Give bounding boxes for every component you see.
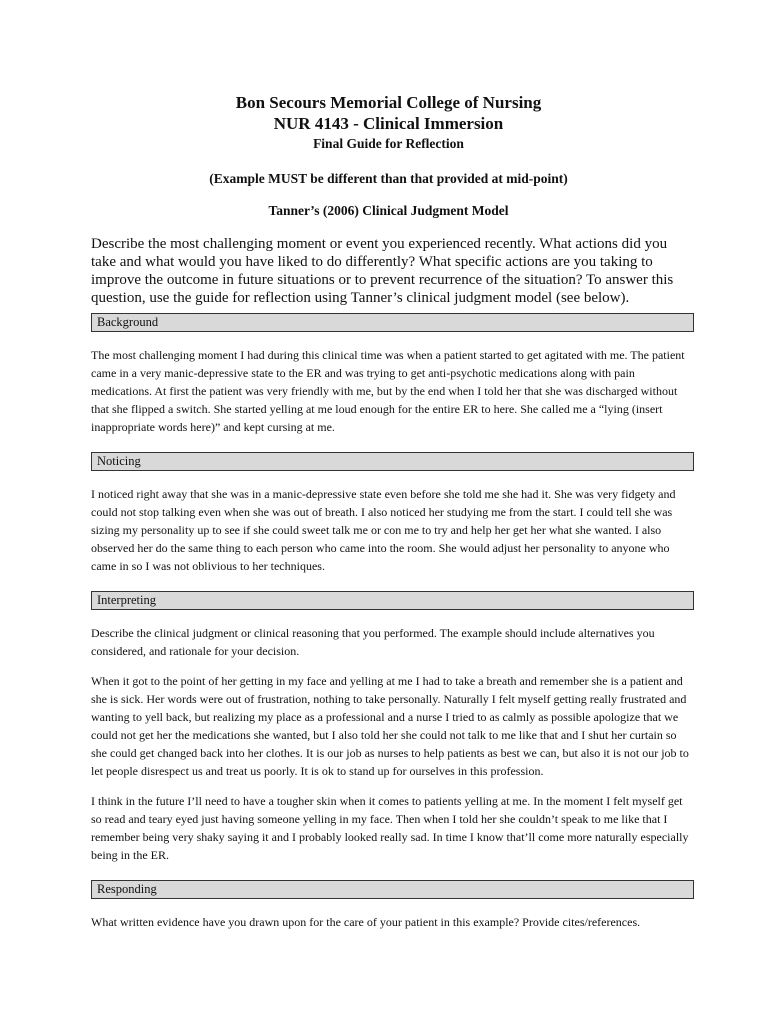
- section-header-background: Background: [91, 313, 694, 332]
- background-text: The most challenging moment I had during this clinical time was when a patient started to get agitated with me. The patient came in a very manic-depressive state to the ER and was trying to get anti-psychotic medications along with pain medications. At first the patient was very friendly with me, but by the end when I told her that she was discharged without that she flipped a switch. She started yelling at me loud enough for the entire ER to here. She called me a “lying (insert inappropriate words here)” and kept cursing at me.: [91, 348, 685, 434]
- interpreting-text-1: When it got to the point of her getting in my face and yelling at me I had to take a breath and remember she is a patient and she is sick. Her words were out of frustration, nothing to take personally. Naturally I felt myself getting really frustrated and wanting to yell back, but realizing my place as a professional and a nurse I tried to as calmly as possible apologize that we could not get her the medications she wanted, but I also told her she could not talk to me like that and I shut her curtain so she could get changed back into her clothes. It is our job as nurses to help patients as best we can, but also it is not our job to let people disrespect us and treat us poorly. It is ok to stand up for ourselves in this profession.: [91, 674, 689, 778]
- noticing-text: I noticed right away that she was in a manic-depressive state even before she told me she had it. She was very fidgety and could not stop talking even when she was out of breath. I also noticed her studying me from the start. I could tell she was sizing my personality up to see if she could sweet talk me or con me to try and help her get her what she wanted. I also observed her do the same thing to each person who came into the room. She would adjust her personality to anyone who came in so I was not oblivious to her techniques.: [91, 487, 676, 573]
- section-header-noticing: Noticing: [91, 452, 694, 471]
- intro-paragraph: Describe the most challenging moment or event you experienced recently. What actions did you take and what would you have liked to do differently? What specific actions are you taking to improve the outcome in future situations or to prevent recurrence of the situation? To answer this question, use the guide for reflection using Tanner’s clinical judgment model (see below).: [91, 236, 674, 306]
- guide-subtitle: Final Guide for Reflection: [313, 136, 464, 151]
- college-title: Bon Secours Memorial College of Nursing: [235, 93, 542, 112]
- course-title: NUR 4143 - Clinical Immersion: [273, 114, 504, 133]
- interpreting-text-2: I think in the future I’ll need to have a tougher skin when it comes to patients yelling at me. In the moment I felt myself get so read and teary eyed just having someone yelling in my face. Then when I told her she couldn’t speak to me like that I remember being very shaky saying it and I probably looked really sad. In time I know that’ll come more naturally especially being in the ER.: [91, 794, 689, 862]
- example-note: (Example MUST be different than that provided at mid-point): [209, 171, 568, 186]
- interpreting-prompt: Describe the clinical judgment or clinical reasoning that you performed. The example should include alternatives you considered, and rationale for your decision.: [91, 626, 655, 658]
- section-header-interpreting: Interpreting: [91, 591, 694, 610]
- responding-prompt: What written evidence have you drawn upon for the care of your patient in this example? Provide cites/references.: [91, 915, 641, 929]
- model-title: Tanner’s (2006) Clinical Judgment Model: [268, 203, 509, 218]
- section-header-responding: Responding: [91, 880, 694, 899]
